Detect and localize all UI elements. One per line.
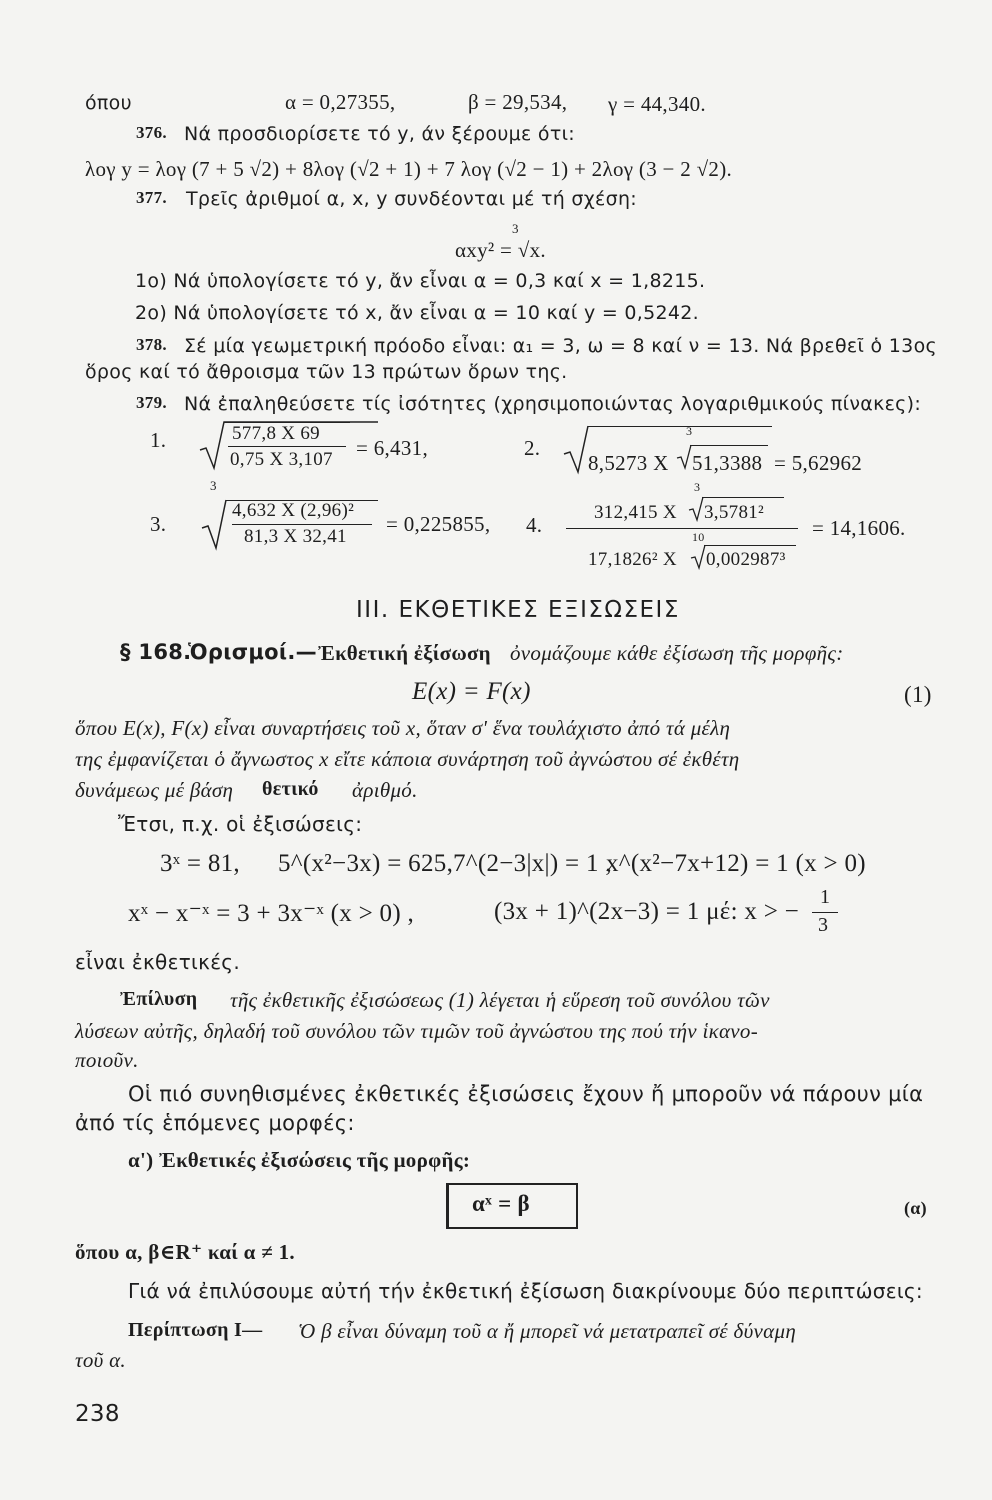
equation-4-label: 4.	[526, 513, 543, 537]
case-1-text: Ὁ β εἶναι δύναμη τοῦ α ἤ μπορεῖ νά μετατραπεῖ σέ δύναμη	[298, 1319, 797, 1343]
equation-4-denominator-a: 17,1826² X	[588, 549, 677, 570]
example-fraction-bar	[812, 912, 838, 913]
exercise-378-text: Σέ μία γεωμετρική πρόοδο εἶναι: α₁ = 3, ω = 8 καί ν = 13. Νά βρεθεῖ ὁ 13ος	[184, 335, 937, 357]
examples-intro: Ἔτσι, π.χ. οἱ ἐξισώσεις:	[118, 812, 363, 836]
equation-3-label: 3.	[150, 512, 167, 536]
solution-line-2: λύσεων αὐτῆς, δηλαδή τοῦ συνόλου τῶν τιμῶν τοῦ ἀγνώστου της πού τήν ἱκανο-	[75, 1019, 759, 1043]
opou-label: όπου	[85, 92, 132, 114]
case-1-term: Περίπτωση I—	[128, 1319, 263, 1341]
definition-line-3b: θετικό	[262, 778, 319, 800]
equation-2-inner-index: 3	[686, 424, 693, 438]
exercise-376-text: Νά προσδιορίσετε τό y, άν ξέρουμε ότι:	[184, 123, 576, 145]
example-fraction-denominator: 3	[818, 914, 829, 936]
equation-4-numerator-radical-bar	[702, 497, 784, 498]
equation-2-radical-bar	[588, 426, 772, 427]
solution-line-3: ποιοῦν.	[75, 1048, 139, 1072]
page-number: 238	[75, 1401, 120, 1427]
equation-3-fraction-bar	[232, 524, 372, 525]
example-equation-5: xˣ − x⁻ˣ = 3 + 3x⁻ˣ (x > 0) ,	[128, 900, 415, 927]
definition-line-2: της ἐμφανίζεται ὁ ἄγνωστος x εἴτε κάποια συνάρτηση τοῦ ἀγνώστου σέ ἐκθέτη	[75, 747, 740, 771]
equation-4-fraction-bar	[566, 528, 798, 529]
section-number: § 168.	[120, 640, 192, 664]
example-fraction-numerator: 1	[820, 886, 831, 908]
einai-text: εἶναι ἐκθετικές.	[75, 950, 241, 974]
definition-line-3c: ἀριθμό.	[352, 778, 418, 802]
exercise-377-text: Τρεῖς ἀριθμοί α, x, y συνδέονται μέ τή σχέση:	[186, 188, 637, 210]
boxed-equation: αˣ = β	[472, 1191, 530, 1216]
equation-2-inner-bar	[690, 445, 768, 446]
definition-line-1: ὅπου E(x), F(x) εἶναι συναρτήσεις τοῦ x, ὅταν σ' ἕνα τουλάχιστο ἀπό τά μέλη	[75, 716, 731, 740]
case-1-text-line-2: τοῦ α.	[75, 1348, 126, 1372]
definition-line-3a: δυνάμεως μέ βάση	[75, 778, 234, 802]
equation-4-numerator-index: 3	[694, 480, 701, 494]
equation-2-label: 2.	[524, 436, 541, 460]
gamma-value: γ = 44,340.	[608, 92, 706, 116]
exercise-379-text: Νά ἐπαληθεύσετε τίς ἰσότητες (χρησιμοποιώντας λογαριθμικούς πίνακες):	[184, 393, 922, 415]
example-equation-2: 5^(x²−3x) = 625,	[278, 850, 454, 877]
where-a-b-condition: ὅπου α, β∈R⁺ καί α ≠ 1.	[75, 1240, 295, 1264]
exercise-378-text-line-2: ὅρος καί τό ἄθροισμα τῶν 13 πρώτων ὅρων της.	[85, 361, 568, 383]
section-term: Ἐκθετική ἐξίσωση	[318, 641, 491, 665]
exercise-376-number: 376.	[136, 123, 167, 142]
solution-term: Ἐπίλυση	[120, 988, 198, 1010]
equation-4-numerator-a: 312,415 X	[594, 502, 677, 523]
example-equation-3: 7^(2−3|x|) = 1 ,	[453, 850, 612, 877]
section-title: Ὁρισμοί.—	[188, 640, 317, 664]
equation-3-numerator: 4,632 X (2,96)²	[232, 500, 355, 521]
equation-4-denominator-radical-bar	[704, 545, 796, 546]
equation-3-radical	[200, 498, 230, 550]
equation-4-denominator-index: 10	[692, 530, 705, 544]
exercise-377-formula: αxy² = √x.	[455, 238, 546, 262]
equation-4-denominator-inner: 0,002987³	[706, 549, 786, 570]
exercise-377-number: 377.	[136, 188, 167, 207]
beta-value: β = 29,534,	[468, 90, 568, 114]
equation-2-rhs: = 5,62962	[774, 451, 863, 475]
boxed-equation-label: (α)	[904, 1198, 927, 1218]
equation-2-inner-value: 51,3388	[692, 451, 763, 475]
definition-equation-label: (1)	[904, 682, 932, 707]
equation-4-numerator-radical	[688, 496, 704, 522]
equation-2-inner-radical	[676, 444, 692, 470]
to-solve-text: Γιά νά ἐπιλύσουμε αὐτή τήν ἐκθετική ἐξίσωση διακρίνουμε δύο περιπτώσεις:	[128, 1279, 923, 1303]
exercise-377-part-1: 1ο) Νά ὑπολογίσετε τό y, ἄν εἶναι α = 0,3 καί x = 1,8215.	[135, 270, 706, 292]
equation-4-numerator-inner: 3,5781²	[704, 502, 765, 523]
alpha-value: α = 0,27355,	[285, 90, 396, 114]
example-equation-6: (3x + 1)^(2x−3) = 1 μέ: x > −	[494, 898, 800, 925]
equation-3-rhs: = 0,225855,	[386, 512, 491, 536]
example-equation-1: 3ˣ = 81,	[160, 850, 240, 877]
exercise-377-root-index: 3	[512, 221, 519, 236]
example-equation-4: x^(x²−7x+12) = 1 (x > 0)	[606, 850, 866, 877]
solution-line-1: τῆς ἐκθετικῆς ἐξισώσεως (1) λέγεται ἡ εὕρεση τοῦ συνόλου τῶν	[230, 988, 770, 1012]
equation-1-radical	[198, 420, 228, 470]
equation-1-label: 1.	[150, 428, 167, 452]
exercise-378-number: 378.	[136, 335, 167, 354]
exercise-379-number: 379.	[136, 393, 167, 412]
common-forms-line-1: Οἱ πιό συνηθισμένες ἐκθετικές ἐξισώσεις ἔχουν ἤ μποροῦν νά πάρουν μία	[128, 1082, 924, 1106]
equation-1-denominator: 0,75 X 3,107	[230, 449, 333, 470]
equation-3-denominator: 81,3 X 32,41	[244, 526, 347, 547]
definition-equation: E(x) = F(x)	[412, 678, 531, 705]
common-forms-line-2: ἀπό τίς ἑπόμενες μορφές:	[75, 1111, 355, 1135]
equation-1-fraction-bar	[228, 446, 346, 447]
equation-3-root-index: 3	[210, 478, 217, 493]
equation-2-body: 8,5273 X	[588, 451, 669, 475]
equation-1-rhs: = 6,431,	[356, 436, 428, 460]
equation-4-rhs: = 14,1606.	[812, 516, 906, 540]
chapter-heading: III. ΕΚΘΕΤΙΚΕΣ ΕΞΙΣΩΣΕΙΣ	[356, 597, 680, 623]
equation-1-numerator: 577,8 X 69	[232, 423, 320, 444]
equation-4-denominator-radical	[690, 544, 706, 570]
exercise-376-formula: λογ y = λογ (7 + 5 √2) + 8λογ (√2 + 1) + 7 λογ (√2 − 1) + 2λογ (3 − 2 √2).	[85, 157, 733, 181]
form-a-title: α') Ἐκθετικές ἐξισώσεις τῆς μορφῆς:	[128, 1148, 471, 1172]
exercise-377-part-2: 2ο) Νά ὑπολογίσετε τό x, ἄν εἶναι α = 10 καί y = 0,5242.	[135, 302, 700, 324]
section-definition-intro: ὀνομάζουμε κάθε ἐξίσωση τῆς μορφῆς:	[510, 641, 844, 665]
